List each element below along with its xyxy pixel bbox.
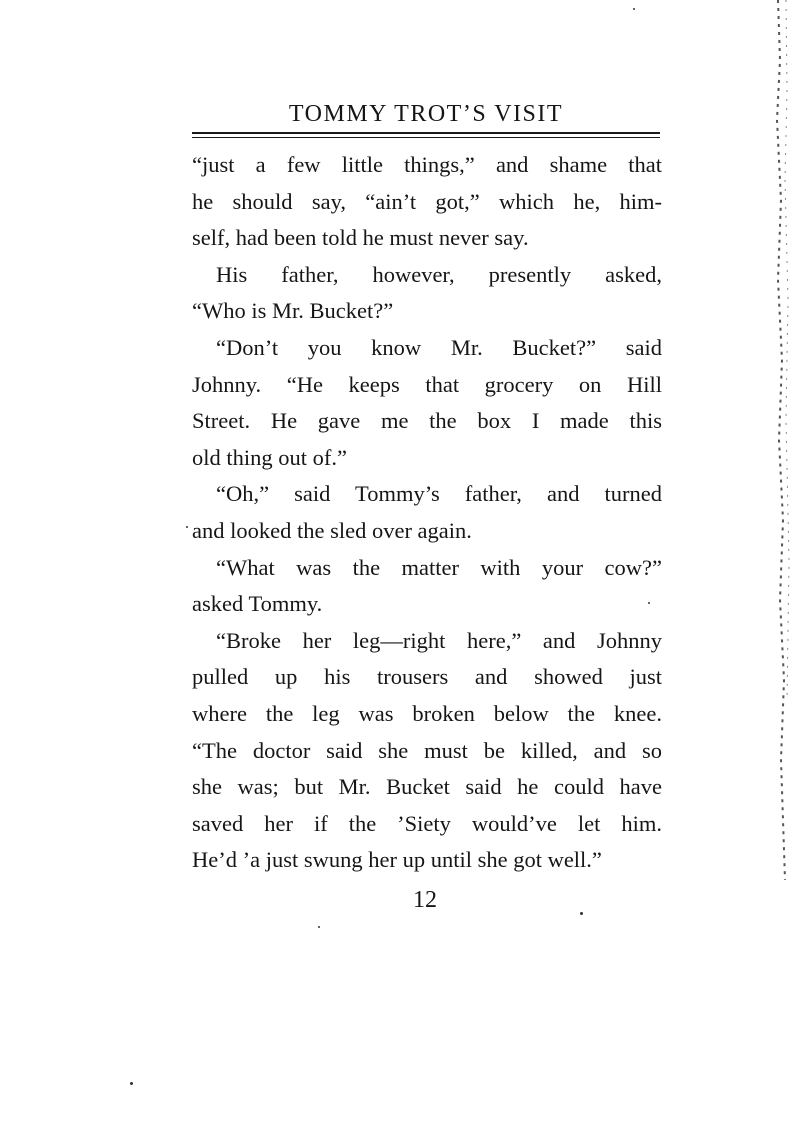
- text-line: “Oh,” said Tommy’s father, and turned: [216, 481, 662, 507]
- text-line: she was; but Mr. Bucket said he could have: [192, 774, 662, 800]
- text-line: He’d ’a just swung her up until she got well.”: [192, 847, 602, 873]
- paper-speck: [318, 926, 320, 928]
- text-line: “Who is Mr. Bucket?”: [192, 298, 394, 324]
- text-line: “just a few little things,” and shame that: [192, 152, 662, 177]
- running-head: TOMMY TROT’S VISIT: [288, 101, 564, 127]
- text-line: and looked the sled over again.: [192, 517, 472, 543]
- text-line: asked Tommy.: [192, 591, 323, 617]
- text-line: “Broke her leg—right here,” and Johnny: [216, 627, 662, 653]
- text-line: old thing out of.”: [192, 444, 347, 470]
- body-text: [192, 147, 662, 879]
- paper-speck: [648, 602, 650, 604]
- paper-speck: [186, 526, 188, 528]
- page-number: 12: [413, 887, 437, 913]
- text-line: saved her if the ’Siety would’ve let him.: [192, 810, 662, 836]
- header-rule-thick: [192, 132, 660, 134]
- text-line: His father, however, presently asked,: [216, 261, 662, 287]
- text-line: “The doctor said she must be killed, and so: [192, 737, 662, 763]
- paper-speck: [633, 8, 635, 10]
- text-line: “Don’t you know Mr. Bucket?” said: [216, 334, 662, 360]
- binding-edge-shadow: [772, 0, 796, 880]
- text-line: where the leg was broken below the knee.: [192, 700, 662, 726]
- text-line: “What was the matter with your cow?”: [216, 554, 662, 580]
- text-line: Street. He gave me the box I made this: [192, 408, 662, 434]
- header-rule-thin: [192, 137, 660, 138]
- text-line: Johnny. “He keeps that grocery on Hill: [192, 371, 662, 397]
- text-line: self, had been told he must never say.: [192, 225, 529, 251]
- text-line: pulled up his trousers and showed just: [192, 664, 662, 690]
- text-line: he should say, “ain’t got,” which he, him-: [192, 188, 662, 214]
- paper-speck: [130, 1082, 133, 1085]
- paper-speck: [580, 912, 583, 915]
